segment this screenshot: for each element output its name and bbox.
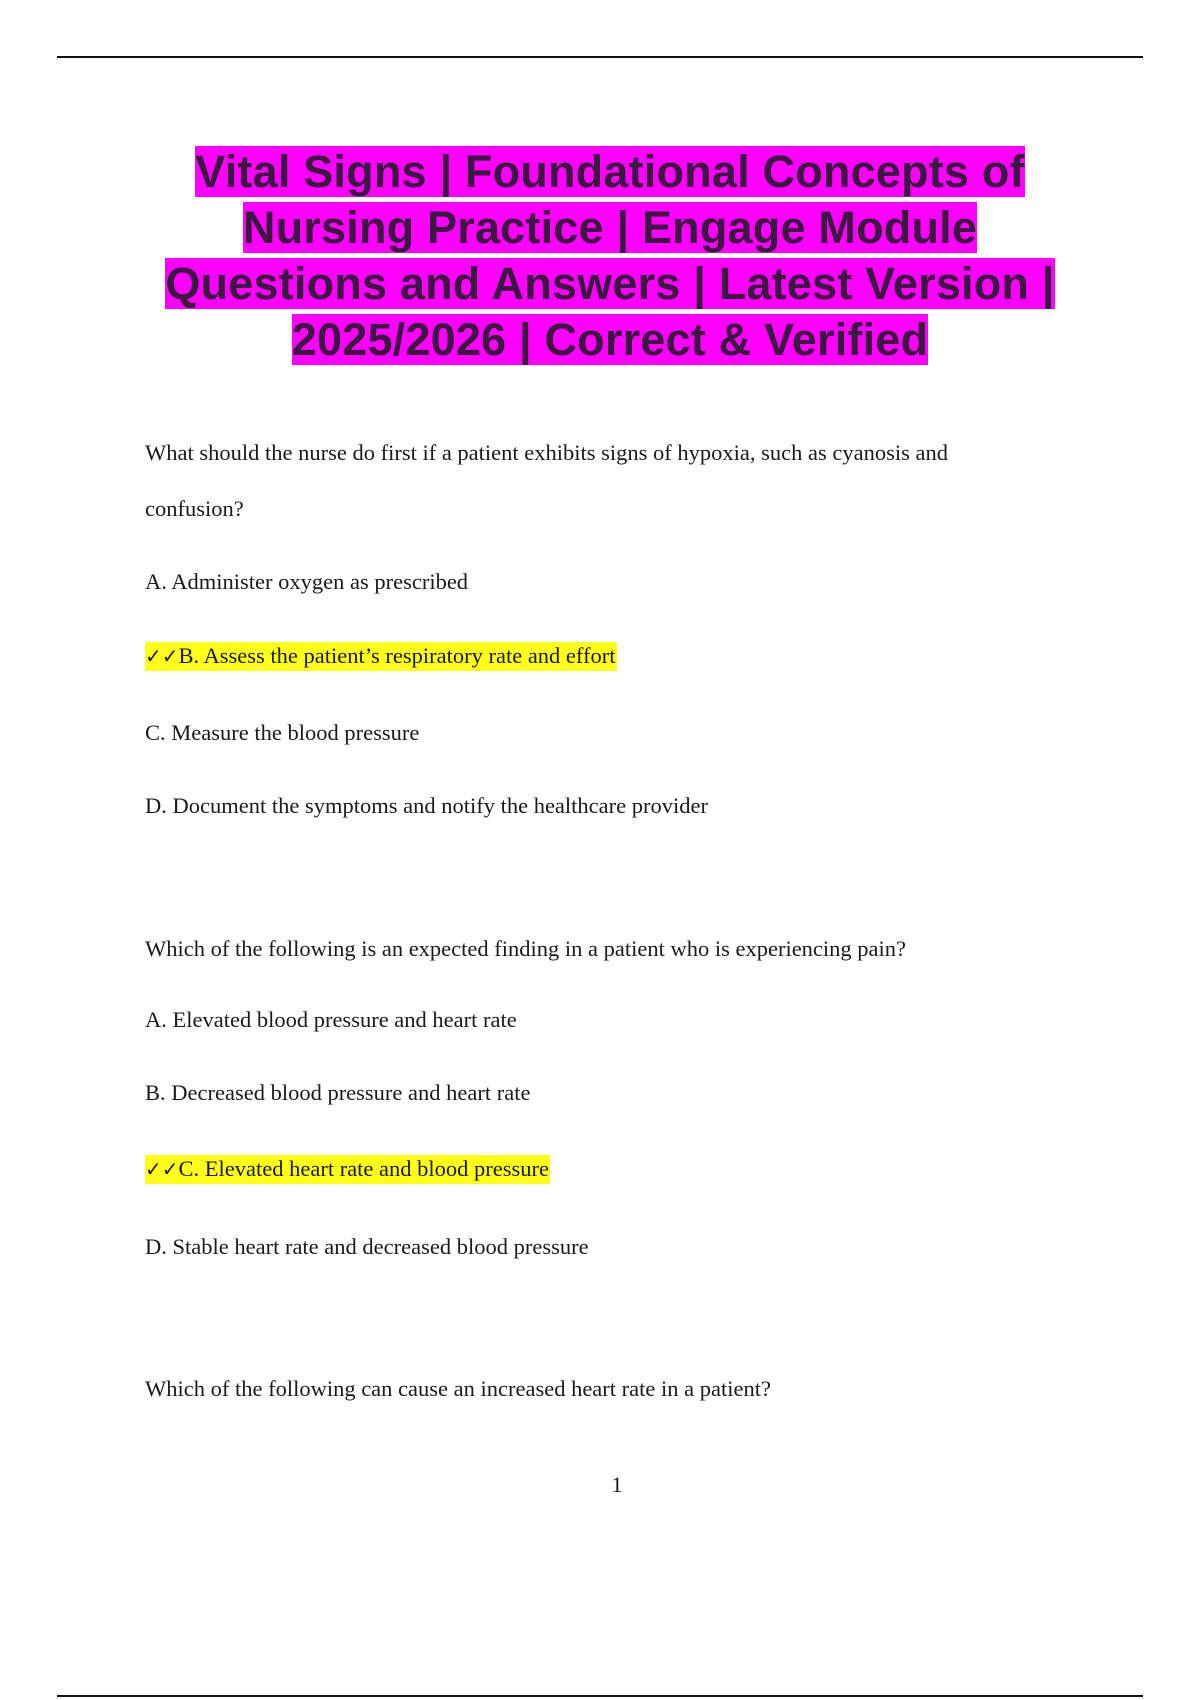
question-1-option-b-correct (145, 641, 617, 671)
question-1-text-line-1: What should the nurse do first if a patient exhibits signs of hypoxia, such as cyanosis and (145, 440, 948, 465)
check-mark-icon: ✓✓ (145, 644, 179, 668)
correct-answer-highlight (145, 642, 617, 671)
correct-answer-highlight (145, 1155, 550, 1184)
question-2-text: Which of the following is an expected finding in a patient who is experiencing pain? (145, 936, 907, 961)
question-1-option-b-text: B. Assess the patient’s respiratory rate and effort (178, 643, 616, 668)
bottom-rule (57, 1695, 1143, 1697)
question-2-option-c-text: C. Elevated heart rate and blood pressure (178, 1156, 549, 1181)
question-2-option-d: D. Stable heart rate and decreased blood pressure (145, 1234, 589, 1259)
question-2-option-a: A. Elevated blood pressure and heart rate (145, 1007, 517, 1032)
question-1-option-a: A. Administer oxygen as prescribed (145, 569, 469, 594)
check-mark-icon: ✓✓ (145, 1157, 179, 1181)
question-1-text-line-2: confusion? (145, 496, 244, 521)
title-text: Vital Signs | Foundational Concepts of Nursing Practice | Engage Module Questions and Answers | Latest Version | 2025/2026 | Correct & Verified (165, 146, 1055, 365)
question-2-option-c-correct (145, 1154, 550, 1184)
page-number: 1 (611, 1472, 623, 1497)
question-3-text: Which of the following can cause an increased heart rate in a patient? (145, 1376, 771, 1401)
question-1-option-d: D. Document the symptoms and notify the healthcare provider (145, 793, 708, 818)
question-1-option-c: C. Measure the blood pressure (145, 720, 420, 745)
question-2-option-b: B. Decreased blood pressure and heart rate (145, 1080, 531, 1105)
